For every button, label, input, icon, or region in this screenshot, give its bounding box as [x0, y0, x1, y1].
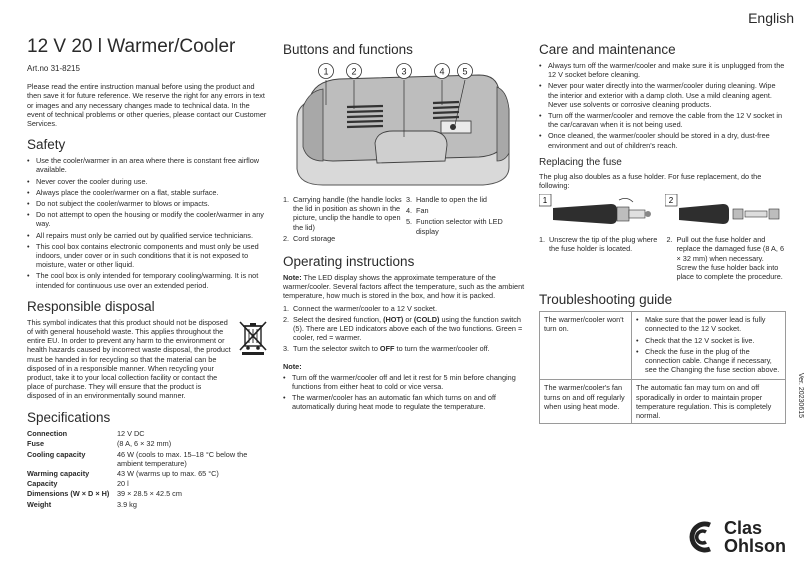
table-row: [27, 429, 268, 439]
disposal-heading: Responsible disposal: [27, 298, 155, 314]
list-item: • Do not attempt to open the housing or modify the cooler/warmer in any way.: [27, 210, 268, 228]
spec-key: Warming capacity: [27, 469, 90, 478]
callout-5: 5: [462, 66, 468, 77]
brand-logo: [688, 519, 786, 555]
column-left: [27, 36, 268, 509]
care-heading: Care and maintenance: [539, 42, 676, 57]
list-item: • Never cover the cooler during use.: [27, 177, 268, 186]
list-item: 4. Fan: [406, 206, 429, 216]
list-item: 3. Turn the selector switch to OFF to turn the warmer/cooler off.: [283, 344, 490, 354]
crossed-bin-icon: [238, 320, 268, 356]
spec-value: 20 l: [117, 479, 129, 489]
list-item: • Use the cooler/warmer in an area where there is constant free airflow available.: [27, 156, 268, 174]
list-item: • Check the fuse in the plug of the connection cable. Change if necessary, see the Changing the fuse section above.: [636, 347, 781, 375]
spec-value: 12 V DC: [117, 429, 145, 439]
spec-value: 46 W (cools to max. 15–18 °C below the ambient temperature): [117, 449, 248, 468]
callout-1: 1: [323, 66, 329, 77]
list-item: • This cool box contains electronic components and must only be used indoors, under cover or in such conditions that it is not exposed to moisture, water or other liquid.: [27, 242, 268, 270]
page-title: 12 V 20 l Warmer/Cooler: [27, 36, 236, 57]
fuse-intro: The plug also doubles as a fuse holder. For fuse replacement, do the following:: [539, 171, 762, 191]
care-list: [539, 61, 786, 150]
list-item: • Check that the 12 V socket is live.: [636, 336, 781, 345]
list-item: • Do not subject the cooler/warmer to blows or impacts.: [27, 199, 268, 208]
parts-list-right: [406, 195, 525, 245]
troubleshooting-heading: Troubleshooting guide: [539, 292, 673, 308]
operating-steps: [283, 304, 525, 354]
parts-list: [283, 195, 525, 245]
language-label: English: [748, 10, 794, 26]
fuse-heading: Replacing the fuse: [539, 156, 622, 168]
cooler-drawing-icon: [283, 61, 525, 189]
spec-key: Dimensions (W × D × H): [27, 489, 110, 499]
table-row: [540, 380, 786, 424]
list-item: 2. Cord storage: [283, 233, 336, 243]
spec-key: Cooling capacity: [27, 449, 86, 459]
device-illustration: [283, 61, 525, 189]
spec-value: 3.9 kg: [117, 499, 137, 509]
list-item: • Once cleaned, the warmer/cooler should be stored in a dry, dust-free environment and out of children's reach.: [539, 131, 786, 149]
list-item: 5. Function selector with LED display: [406, 217, 503, 236]
spec-key: Connection: [27, 429, 68, 439]
spec-key: Fuse: [27, 439, 45, 449]
spec-key: Capacity: [27, 479, 58, 489]
spec-value: 43 W (warms up to max. 65 °C): [117, 469, 219, 478]
solution-cell: The automatic fan may turn on and off sporadically in order to maintain proper temperature regulation. This is completely normal.: [632, 380, 786, 424]
spec-key: Weight: [27, 499, 52, 509]
list-item: 1. Carrying handle (the handle locks the lid in position as shown in the picture, unclip the handle to open the lid): [283, 195, 402, 232]
column-right: [539, 36, 786, 424]
brand-line-1: Clas: [724, 518, 763, 538]
fuse-steps: [539, 235, 786, 283]
clas-ohlson-logo-icon: [688, 519, 718, 555]
disposal-section: [27, 318, 268, 401]
fuse-illustrations: [539, 194, 786, 232]
troubleshooting-table: [539, 311, 786, 424]
safety-list: [27, 156, 268, 290]
spec-value: (8 A, 6 × 32 mm): [117, 439, 172, 449]
list-item: 2. Select the desired function, (HOT) or (COLD) using the function switch (5). There are LED indicators above each of the two functions. Green = cooler, red = warmer.: [283, 314, 523, 343]
table-row: [27, 499, 268, 509]
fuse-step-label: 1: [542, 196, 548, 206]
list-item: • The warmer/cooler has an automatic fan which turns on and off automatically during heat mode to regulate the temperature.: [283, 393, 525, 411]
table-row: [27, 449, 268, 468]
plug-unscrew-icon: [539, 194, 659, 232]
problem-cell: The warmer/cooler's fan turns on and off regularly when using heat mode.: [540, 380, 632, 424]
list-item: • Turn off the warmer/cooler off and let it rest for 5 min before changing functions from either heat to cold or vice versa.: [283, 373, 525, 391]
fuse-step-label: 2: [668, 196, 674, 206]
column-middle: [283, 36, 525, 414]
list-item: • Make sure that the power lead is fully connected to the 12 V socket.: [636, 315, 781, 333]
operating-note: Note: The LED display shows the approximate temperature of the warmer/cooler. Several factors affect the temperature, such as the ambient temperature, how much is stored in the box, and how it is packed.: [283, 273, 525, 301]
table-row: [27, 489, 268, 499]
callout-3: 3: [401, 66, 407, 77]
callout-4: 4: [439, 66, 445, 77]
note-label: Note:: [283, 361, 302, 371]
list-item: • Never pour water directly into the warmer/cooler during cleaning. Wipe the interior and exterior with a damp cloth. Use a mild cleaning agent. Never use solvents or corrosive cleaning products.: [539, 81, 786, 109]
brand-line-2: Ohlson: [724, 536, 786, 556]
list-item: • Always place the cooler/warmer on a flat, stable surface.: [27, 188, 268, 197]
intro-text: Please read the entire instruction manual before using the product and then save it for future reference. We reserve the right for any errors in text or images and any necessary changes made to technical data. In the event of technical problems or other queries, please contact our Customer Services.: [27, 82, 267, 129]
list-item: • All repairs must only be carried out by qualified service technicians.: [27, 231, 268, 240]
disposal-text: This symbol indicates that this product should not be disposed of with general household waste. This applies throughout the entire EU. In order to prevent any harm to the environment or health hazards caused by incorrect waste disposal, the product must be handed in for recycling so that the material can be disposed of in a responsible manner. When recycling your product, take it to your local collection facility or contact the place of purchase. They will ensure that the product is disposed of in an environmentally sound manner.: [27, 317, 231, 401]
specs-table: [27, 429, 268, 510]
table-row: [27, 439, 268, 449]
operating-heading: Operating instructions: [283, 254, 415, 270]
plug-fuse-icon: [665, 194, 785, 232]
version-label: Ver. 20230615: [797, 372, 804, 418]
table-row: [27, 479, 268, 489]
solution-cell: [632, 312, 786, 380]
list-item: 3. Handle to open the lid: [406, 195, 487, 204]
safety-heading: Safety: [27, 137, 66, 153]
list-item: • Always turn off the warmer/cooler and make sure it is unplugged from the 12 V socket before cleaning.: [539, 61, 786, 79]
list-item: 1. Connect the warmer/cooler to a 12 V socket.: [283, 303, 437, 313]
spec-value: 39 × 28.5 × 42.5 cm: [117, 489, 182, 499]
table-row: [27, 469, 268, 479]
article-number: Art.no 31-8215: [27, 64, 80, 73]
callout-2: 2: [351, 66, 357, 77]
list-item: 2. Pull out the fuse holder and replace the damaged fuse (8 A, 6 × 32 mm) when necessary. Screw the fuse holder back into place to complete the procedure.: [666, 235, 784, 282]
specs-heading: Specifications: [27, 409, 111, 425]
list-item: 1. Unscrew the tip of the plug where the fuse holder is located.: [539, 235, 658, 254]
problem-cell: The warmer/cooler won't turn on.: [540, 312, 632, 380]
operating-notes: [283, 373, 525, 412]
parts-list-left: [283, 195, 402, 245]
fuse-step-2: [667, 235, 787, 283]
fuse-step-1: [539, 235, 659, 283]
list-item: • Turn off the warmer/cooler and remove the cable from the 12 V socket in the car/caravan when it is not being used.: [539, 111, 786, 129]
table-row: [540, 312, 786, 380]
buttons-heading: Buttons and functions: [283, 42, 413, 57]
list-item: • The cool box is only intended for temporary cooling/warming. It is not intended for continuous use over an extended period.: [27, 271, 268, 289]
